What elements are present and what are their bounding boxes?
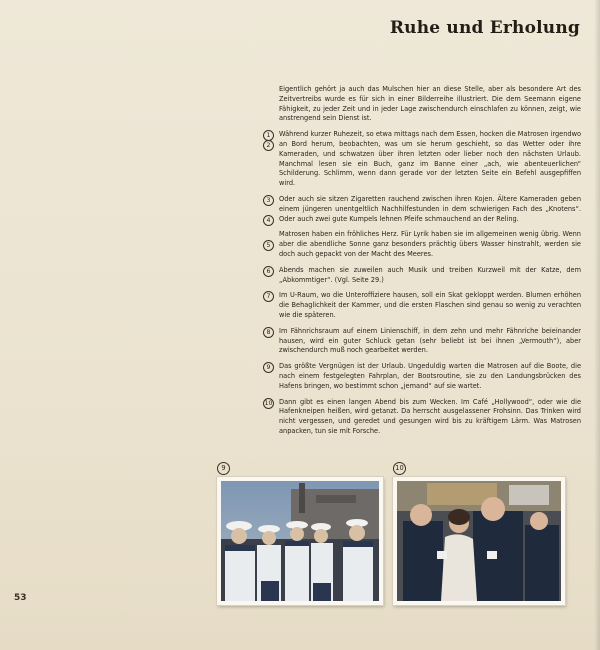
- paragraph-7: [263, 291, 581, 320]
- number-circle-5: 5: [263, 240, 274, 251]
- paragraph-text: Matrosen haben ein fröhliches Herz. Für Lyrik haben sie im allgemeinen wenig übrig. Wenn aber die abendliche Sonne ganz besonders prächtig übers Wasser hinstrahlt, werden sie doch auch gepackt von der Macht des Meeres.: [279, 230, 581, 258]
- paragraph-text: Dann gibt es einen langen Abend bis zum Wecken. Im Café „Hollywood“, oder wie die Hafenkneipen heißen, wird getanzt. Da herrscht ausgelassener Frohsinn. Das Trinken wird nicht vergessen, und geredet und gesungen wird bis zu kräftigem Lärm. Was Matrosen anpacken, tun sie mit Forsche.: [279, 397, 581, 435]
- number-circle-8: 8: [263, 327, 274, 338]
- number-circle-6: 6: [263, 266, 274, 277]
- paragraph-text: Während kurzer Ruhezeit, so etwa mittags nach dem Essen, hocken die Matrosen irgendwo an Bord herum, beobachten, was um sie herum geschieht, so das Wetter oder ihre Kameraden, und schwatzen über ihren letzten oder lieber noch den nächsten Urlaub. Manchmal lesen sie ein Buch, ganz im Banne einer „ach, wie abenteuerlichen“ Schilderung. Schlimm, wenn dann gerade vor der letzten Seite ein Befehl ausgepfiffen wird.: [279, 130, 581, 188]
- photo-number-9: 9: [217, 462, 230, 475]
- paragraph-text: Oder auch sie sitzen Zigaretten rauchend zwischen ihren Kojen. Ältere Kameraden geben einem jüngeren unentgeltlich Nachhilfestunden in dem schwierigen Fach des „Knotens“. Oder auch zwei gute Kumpels lehnen Pfeife schmauchend an der Reling.: [279, 194, 581, 223]
- paragraph-text: Das größte Vergnügen ist der Urlaub. Ungeduldig warten die Matrosen auf die Boote, die nach einem festgelegten Fahrplan, der Bootsroutine, sie zu den Landungsbrücken des Hafens bringen, wo bestimmt schon „jemand“ auf sie wartet.: [279, 362, 581, 390]
- body-text: [263, 85, 581, 443]
- paragraph-text: Abends machen sie zuweilen auch Musik und treiben Kurzweil mit der Katze, dem „Abkommtiger“. (Vgl. Seite 29.): [279, 265, 581, 284]
- page-number: 53: [14, 593, 27, 603]
- photo-sailors-boarding: [217, 477, 383, 605]
- page-edge-shadow: [594, 0, 600, 650]
- paragraph-text: Im U-Raum, wo die Unteroffiziere hausen, soll ein Skat gekloppt werden. Blumen erhöhen die Behaglichkeit der Kammer, und die ersten Flaschen sind genau so wenig zu verachten wie die späteren.: [279, 291, 581, 319]
- paragraph-9: [263, 362, 581, 391]
- photo-number-10: 10: [393, 462, 406, 475]
- number-circle-3: 3: [263, 195, 274, 206]
- number-circle-10: 10: [264, 399, 273, 407]
- paragraph-5: [263, 230, 581, 259]
- photo-dancing-cafe-image: [397, 481, 561, 601]
- paragraph-3-4: [263, 195, 581, 224]
- paragraph-6: [263, 266, 581, 286]
- number-circle-4: 4: [263, 215, 274, 226]
- paragraph-1-2: [263, 130, 581, 189]
- paragraph-8: [263, 327, 581, 356]
- number-circle-9: 9: [263, 362, 274, 373]
- photo-sailors-boarding-image: [221, 481, 379, 601]
- intro-paragraph: Eigentlich gehört ja auch das Mulschen hier an diese Stelle, aber als besondere Art des Zeitvertreibs wurde es für sich in einer Bilderreihe illustriert. Die dem Seemann eigene Fähigkeit, zu jeder Zeit und in jeder Lage zwischendurch einschlafen zu können, zeigt, wie anstrengend sein Dienst ist.: [279, 85, 581, 123]
- photo-dancing-cafe: [393, 477, 565, 605]
- page-title: Ruhe und Erholung: [389, 18, 580, 38]
- number-circle-2: 2: [263, 140, 274, 151]
- paragraph-10: [263, 398, 581, 437]
- number-circle-7: 7: [263, 291, 274, 302]
- paragraph-text: Im Fähnrichsraum auf einem Linienschiff, in dem zehn und mehr Fähnriche beieinander hausen, wird ein guter Schluck getan (sehr beliebt ist bei ihnen „Vermouth“), aber zwischendurch muß noch gearbeitet werden.: [279, 326, 581, 355]
- number-circle-1: 1: [263, 130, 274, 141]
